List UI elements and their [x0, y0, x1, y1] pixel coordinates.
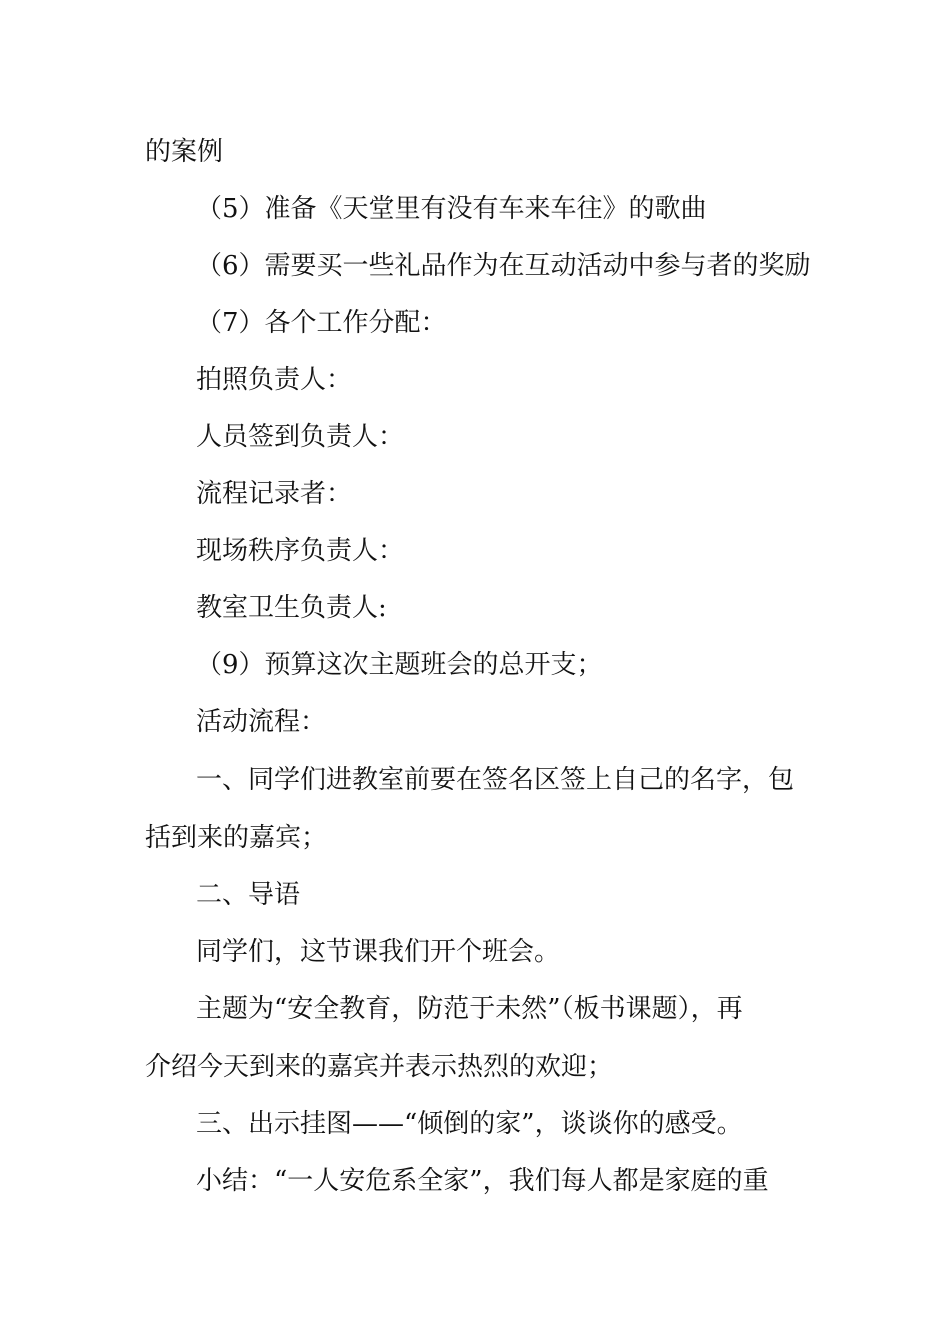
text-line: 流程记录者： [196, 479, 353, 509]
text-line: 拍照负责人： [196, 365, 353, 395]
text-line: 现场秩序负责人： [196, 536, 405, 566]
text-line: 人员签到负责人： [196, 422, 405, 452]
text-line: 活动流程： [196, 707, 327, 737]
text-line: （9）预算这次主题班会的总开支； [196, 650, 603, 680]
text-line: 小结：“一人安危系全家”，我们每人都是家庭的重 [196, 1166, 769, 1196]
text-line: 主题为“安全教育，防范于未然”（板书课题），再 [196, 994, 743, 1024]
text-line: 括到来的嘉宾； [145, 823, 328, 853]
text-line: 的案例 [145, 137, 224, 167]
text-line: 同学们，这节课我们开个班会。 [196, 937, 561, 967]
text-line: 一、同学们进教室前要在签名区签上自己的名字，包 [196, 765, 795, 795]
text-line: 教室卫生负责人: [196, 593, 387, 623]
text-line: （7）各个工作分配： [196, 308, 447, 338]
text-line: （5）准备《天堂里有没有车来车往》的歌曲 [196, 194, 707, 224]
text-line: 三、出示挂图——“倾倒的家”，谈谈你的感受。 [196, 1109, 743, 1139]
text-line: 介绍今天到来的嘉宾并表示热烈的欢迎； [145, 1052, 614, 1082]
text-line: 二、导语 [196, 880, 301, 910]
text-line: （6）需要买一些礼品作为在互动活动中参与者的奖励 [196, 251, 811, 281]
